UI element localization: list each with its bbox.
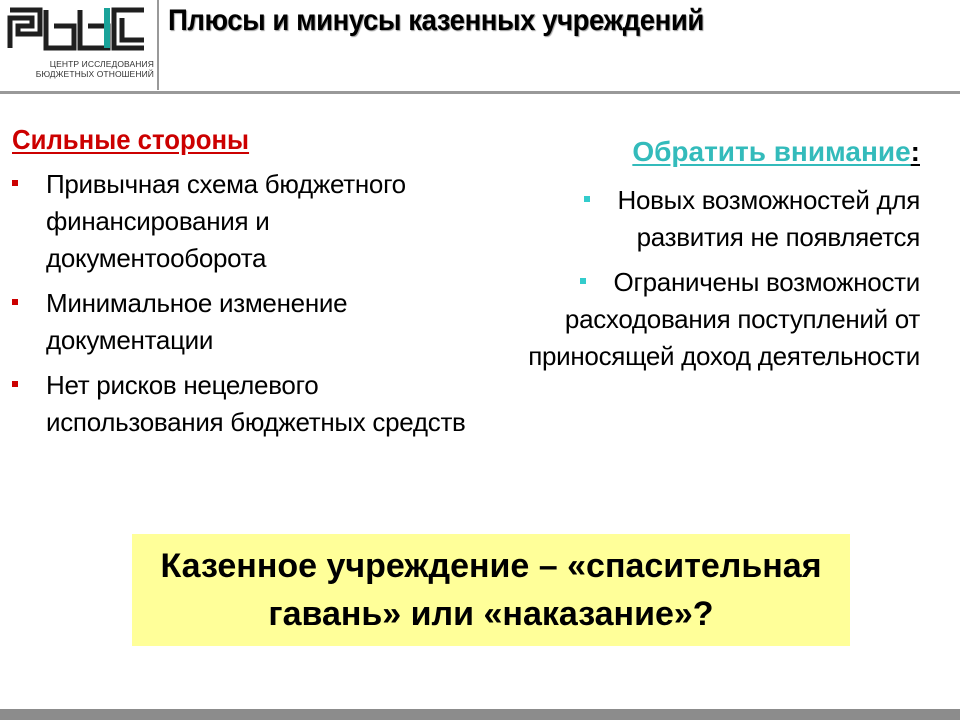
strengths-column (12, 124, 472, 449)
list-item (12, 367, 472, 441)
attention-heading-text: Обратить внимание (632, 136, 911, 167)
red-bullet-icon (12, 299, 18, 305)
list-item-text: Нет рисков нецелевого использования бюджетных средств (46, 370, 466, 437)
logo-caption-line1: ЦЕНТР ИССЛЕДОВАНИЯ (49, 59, 154, 69)
logo (4, 4, 156, 88)
callout-box (132, 534, 850, 646)
teal-bullet-icon (580, 278, 586, 284)
list-item-text: Привычная схема бюджетного финансирования и документооборота (46, 169, 406, 273)
header-divider-vertical (157, 0, 159, 90)
strengths-heading: Сильные стороны (12, 124, 250, 155)
header-divider-horizontal (0, 91, 960, 94)
red-bullet-icon (12, 180, 18, 186)
footer-bar (0, 709, 960, 720)
attention-heading-colon: : (910, 136, 920, 167)
logo-caption-line2: БЮДЖЕТНЫХ ОТНОШЕНИЙ (35, 69, 154, 79)
slide-title: Плюсы и минусы казенных учреждений (168, 4, 704, 37)
list-item (500, 182, 920, 256)
list-item (500, 264, 920, 375)
attention-list (500, 182, 920, 375)
callout-text: Казенное учреждение – «спасительная гавань» или «наказание»? (160, 547, 822, 633)
slide-header (0, 0, 960, 90)
logo-mark (4, 4, 152, 54)
list-item-text: Ограничены возможности расходования поступлений от приносящей доход деятельности (528, 267, 920, 371)
strengths-list (12, 166, 472, 441)
logo-caption (8, 59, 154, 79)
list-item (12, 166, 472, 277)
red-bullet-icon (12, 381, 18, 387)
list-item (12, 285, 472, 359)
attention-column (500, 136, 920, 383)
teal-bullet-icon (584, 196, 590, 202)
list-item-text: Минимальное изменение документации (46, 288, 348, 355)
list-item-text: Новых возможностей для развития не появляется (617, 185, 920, 252)
attention-heading (500, 136, 920, 168)
